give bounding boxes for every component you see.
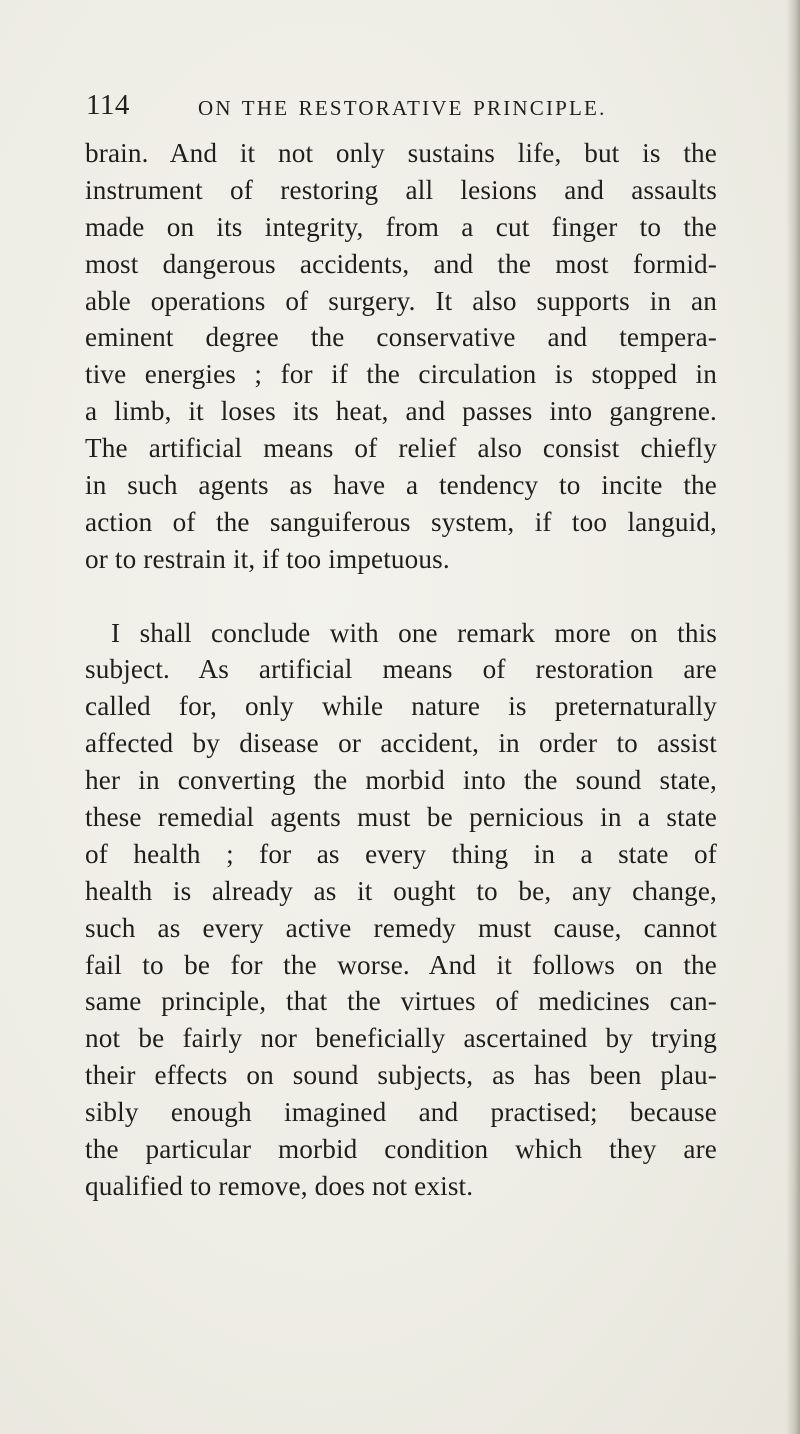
text-line: these remedial agents must be pernicious in a state bbox=[85, 802, 717, 833]
text-line: eminent degree the conservative and tempera- bbox=[85, 322, 717, 353]
text-line: their effects on sound subjects, as has been plau- bbox=[85, 1060, 717, 1091]
text-line: such as every active remedy must cause, cannot bbox=[85, 912, 717, 943]
text-line: her in converting the morbid into the sound state, bbox=[85, 765, 717, 796]
text-line: or to restrain it, if too impetuous. bbox=[85, 543, 450, 574]
text-line: called for, only while nature is preternaturally bbox=[85, 691, 717, 722]
text-line: fail to be for the worse. And it follows on the bbox=[85, 949, 717, 980]
text-line: a limb, it loses its heat, and passes into gangrene. bbox=[85, 396, 717, 427]
text-line: health is already as it ought to be, any change, bbox=[85, 875, 717, 906]
text-line: tive energies ; for if the circulation is stopped in bbox=[85, 359, 717, 390]
text-line: made on its integrity, from a cut finger to the bbox=[85, 211, 717, 242]
text-line: sibly enough imagined and practised; because bbox=[85, 1097, 717, 1128]
text-line: affected by disease or accident, in order to assist bbox=[85, 728, 717, 759]
text-line: able operations of surgery. It also supports in an bbox=[85, 285, 717, 316]
text-line: most dangerous accidents, and the most formid- bbox=[85, 248, 717, 279]
text-line: subject. As artificial means of restoration are bbox=[85, 654, 717, 685]
paragraph bbox=[85, 615, 717, 1205]
paragraph-gap bbox=[85, 578, 717, 615]
running-head bbox=[86, 88, 646, 128]
text-line: not be fairly nor beneficially ascertained by trying bbox=[85, 1023, 717, 1054]
paragraph bbox=[85, 135, 717, 578]
page-number: 114 bbox=[86, 89, 130, 121]
text-line: the particular morbid condition which they are bbox=[85, 1134, 717, 1165]
page-edge-shadow bbox=[786, 0, 800, 1434]
text-line: instrument of restoring all lesions and assaults bbox=[85, 174, 717, 205]
text-line: of health ; for as every thing in a state of bbox=[85, 838, 717, 869]
running-title: ON THE RESTORATIVE PRINCIPLE. bbox=[198, 96, 607, 120]
text-line: qualified to remove, does not exist. bbox=[85, 1170, 474, 1201]
text-line: action of the sanguiferous system, if too languid, bbox=[85, 506, 717, 537]
text-line: same principle, that the virtues of medicines can- bbox=[85, 986, 717, 1017]
text-line: brain. And it not only sustains life, but is the bbox=[85, 138, 717, 168]
body-text bbox=[85, 135, 717, 1205]
text-line: I shall conclude with one remark more on this bbox=[111, 617, 717, 648]
text-line: The artificial means of relief also consist chiefly bbox=[85, 433, 717, 464]
text-line: in such agents as have a tendency to incite the bbox=[85, 470, 717, 501]
